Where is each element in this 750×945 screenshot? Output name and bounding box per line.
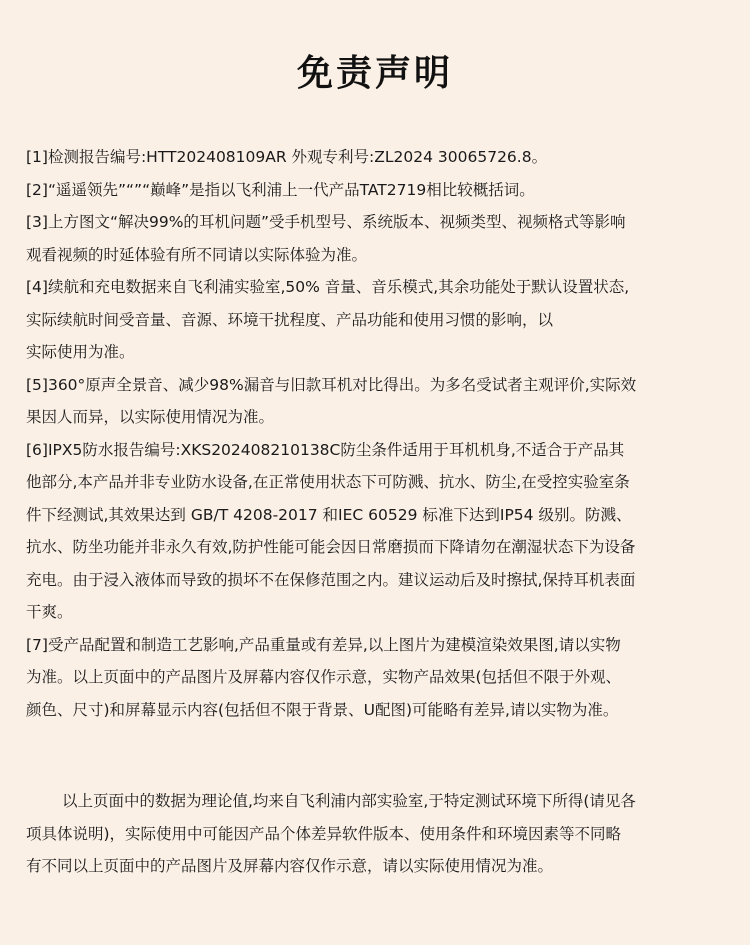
footnote-list bbox=[26, 141, 726, 726]
footnote-4 bbox=[26, 271, 726, 369]
footnote-line: 实际使用为准。 bbox=[26, 343, 135, 361]
footnote-line: [1]检测报告编号:HTT202408109AR 外观专利号:ZL2024 30065726.8。 bbox=[26, 148, 548, 166]
footnote-6 bbox=[26, 434, 726, 629]
footnote-line: [7]受产品配置和制造工艺影响,产品重量或有差异,以上图片为建模渲染效果图,请以实物 bbox=[26, 635, 621, 654]
footnote-line: [6]IPX5防水报告编号:XKS202408210138C防尘条件适用于耳机机身,不适合于产品其 bbox=[26, 440, 625, 459]
footnote-2 bbox=[26, 174, 726, 207]
footnote-line: 为准。以上页面中的产品图片及屏幕内容仅作示意，实物产品效果(包括但不限于外观、 bbox=[26, 668, 622, 686]
footnote-line: [3]上方图文“解决99%的耳机问题”受手机型号、系统版本、视频类型、视频格式等影响 bbox=[26, 213, 626, 231]
summary-paragraph bbox=[26, 785, 731, 883]
footnote-line: 干爽。 bbox=[26, 603, 73, 621]
summary-line: 有不同以上页面中的产品图片及屏幕内容仅作示意，请以实际使用情况为准。 bbox=[26, 857, 554, 875]
footnote-line: 抗水、防坐功能并非永久有效,防护性能可能会因日常磨损而下降请勿在潮湿状态下为设备 bbox=[26, 538, 636, 556]
footnote-line: 他部分,本产品并非专业防水设备,在正常使用状态下可防溅、抗水、防尘,在受控实验室条 bbox=[26, 473, 630, 491]
footnote-line: [2]“遥遥领先”“”“巅峰”是指以飞利浦上一代产品TAT2719相比较概括词。 bbox=[26, 180, 535, 199]
footnote-5 bbox=[26, 369, 726, 434]
footnote-line: [4]续航和充电数据来自飞利浦实验室,50% 音量、音乐模式,其余功能处于默认设置状态, bbox=[26, 278, 630, 296]
footnote-1 bbox=[26, 141, 726, 174]
footnote-line: 观看视频的时延体验有所不同请以实际体验为准。 bbox=[26, 245, 368, 264]
footnote-line: 实际续航时间受音量、音源、环境干扰程度、产品功能和使用习惯的影响，以 bbox=[26, 310, 554, 329]
page-title: 免责声明 bbox=[296, 53, 453, 94]
footnote-line: 充电。由于浸入液体而导致的损坏不在保修范围之内。建议运动后及时擦拭,保持耳机表面 bbox=[26, 570, 636, 589]
summary-line: 项具体说明)，实际使用中可能因产品个体差异软件版本、使用条件和环境因素等不同略 bbox=[26, 824, 622, 843]
footnote-line: [5]360°原声全景音、减少98%漏音与旧款耳机对比得出。为多名受试者主观评价,实际效 bbox=[26, 375, 637, 394]
summary-line: 以上页面中的数据为理论值,均来自飞利浦内部实验室,于特定测试环境下所得(请见各 bbox=[62, 792, 636, 810]
footnote-7 bbox=[26, 629, 726, 727]
footnote-3 bbox=[26, 206, 726, 271]
footnote-line: 果因人而异，以实际使用情况为准。 bbox=[26, 408, 275, 426]
footnote-line: 颜色、尺寸)和屏幕显示内容(包括但不限于背景、U配图)可能略有差异,请以实物为准。 bbox=[26, 700, 619, 719]
footnote-line: 件下经测试,其效果达到 GB/T 4208-2017 和IEC 60529 标准下达到IP54 级别。防溅、 bbox=[26, 505, 632, 524]
